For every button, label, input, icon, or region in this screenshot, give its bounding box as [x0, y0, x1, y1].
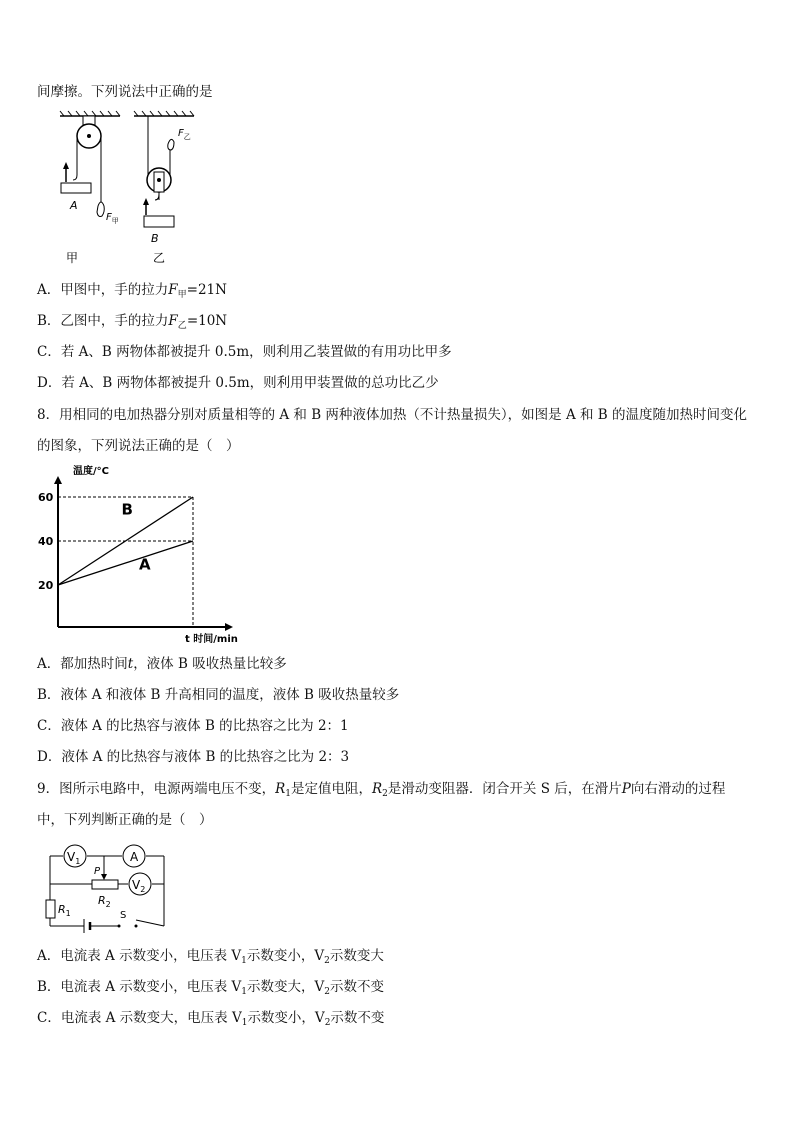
r2-label: $R_2$	[98, 894, 111, 909]
voltmeter-v2: $V_2$	[132, 878, 146, 894]
weight-a-label: A	[70, 199, 78, 212]
y-axis-label: 温度/°C	[73, 466, 109, 477]
q9-option-a: A．电流表 A 示数变小，电压表 $V_1$示数变小，$V_2$示数变大	[37, 948, 384, 966]
caption-yi: 乙	[153, 251, 166, 265]
ammeter-a: A	[130, 850, 139, 864]
q8-stem-line2: 的图象，下列说法正确的是（ ）	[37, 438, 240, 454]
weight-b-label: B	[151, 232, 159, 245]
q8-option-c: C．液体 A 的比热容与液体 B 的比热容之比为 2：1	[37, 718, 349, 734]
q7-option-a: A．甲图中，手的拉力$F_甲=21N$	[37, 282, 227, 300]
q8-option-d: D．液体 A 的比热容与液体 B 的比热容之比为 2：3	[37, 749, 350, 765]
q7-option-c: C．若 A、B 两物体都被提升 0.5m，则利用乙装置做的有用功比甲多	[37, 344, 452, 360]
q7-option-d: D．若 A、B 两物体都被提升 0.5m，则利用甲装置做的总功比乙少	[37, 375, 439, 391]
series-label-A: A	[139, 555, 151, 574]
r1-label: $R_1$	[58, 903, 71, 918]
pulley-figure	[58, 110, 208, 270]
force-jia-label: $F_甲$	[106, 212, 119, 225]
y-tick-20: 20	[38, 579, 54, 592]
x-axis-arrow	[225, 623, 233, 631]
caption-jia: 甲	[66, 251, 79, 265]
q9-option-c: C．电流表 A 示数变大，电压表 $V_1$示数变小，$V_2$示数不变	[37, 1010, 385, 1028]
q9-stem-line2: 中，下列判断正确的是（ ）	[37, 812, 213, 828]
switch-s-label: S	[120, 910, 127, 921]
y-axis-arrow	[54, 476, 62, 484]
q7-option-b: B．乙图中，手的拉力$F_乙=10N$	[37, 313, 228, 331]
circuit-diagram	[40, 842, 180, 937]
q9-option-b: B．电流表 A 示数变小，电压表 $V_1$示数变大，$V_2$示数不变	[37, 979, 385, 997]
q8-stem-line1: 8．用相同的电加热器分别对质量相等的 A 和 B 两种液体加热（不计热量损失），如图是 A 和 B 的温度随加热时间变化	[37, 407, 748, 423]
series-label-B: B	[121, 500, 133, 519]
force-yi-label: $F_乙$	[178, 128, 191, 141]
q9-stem-line1: 9．图所示电路中，电源两端电压不变，$R_1$是定值电阻，$R_2$是滑动变阻器．闭合开关 S 后，在滑片P向右滑动的过程	[37, 781, 726, 799]
temperature-chart	[33, 462, 253, 647]
y-tick-40: 40	[38, 535, 54, 548]
voltmeter-v1: $V_1$	[67, 850, 81, 866]
question-7-stem-tail: 间摩擦。下列说法中正确的是	[37, 84, 213, 100]
y-tick-60: 60	[38, 491, 54, 504]
series-line-A	[58, 541, 193, 585]
q8-option-b: B．液体 A 和液体 B 升高相同的温度，液体 B 吸收热量较多	[37, 687, 400, 703]
x-axis-label: t 时间/min	[185, 634, 238, 645]
q8-option-a: A．都加热时间t，液体 B 吸收热量比较多	[37, 656, 287, 672]
slider-p-label: P	[94, 866, 101, 877]
